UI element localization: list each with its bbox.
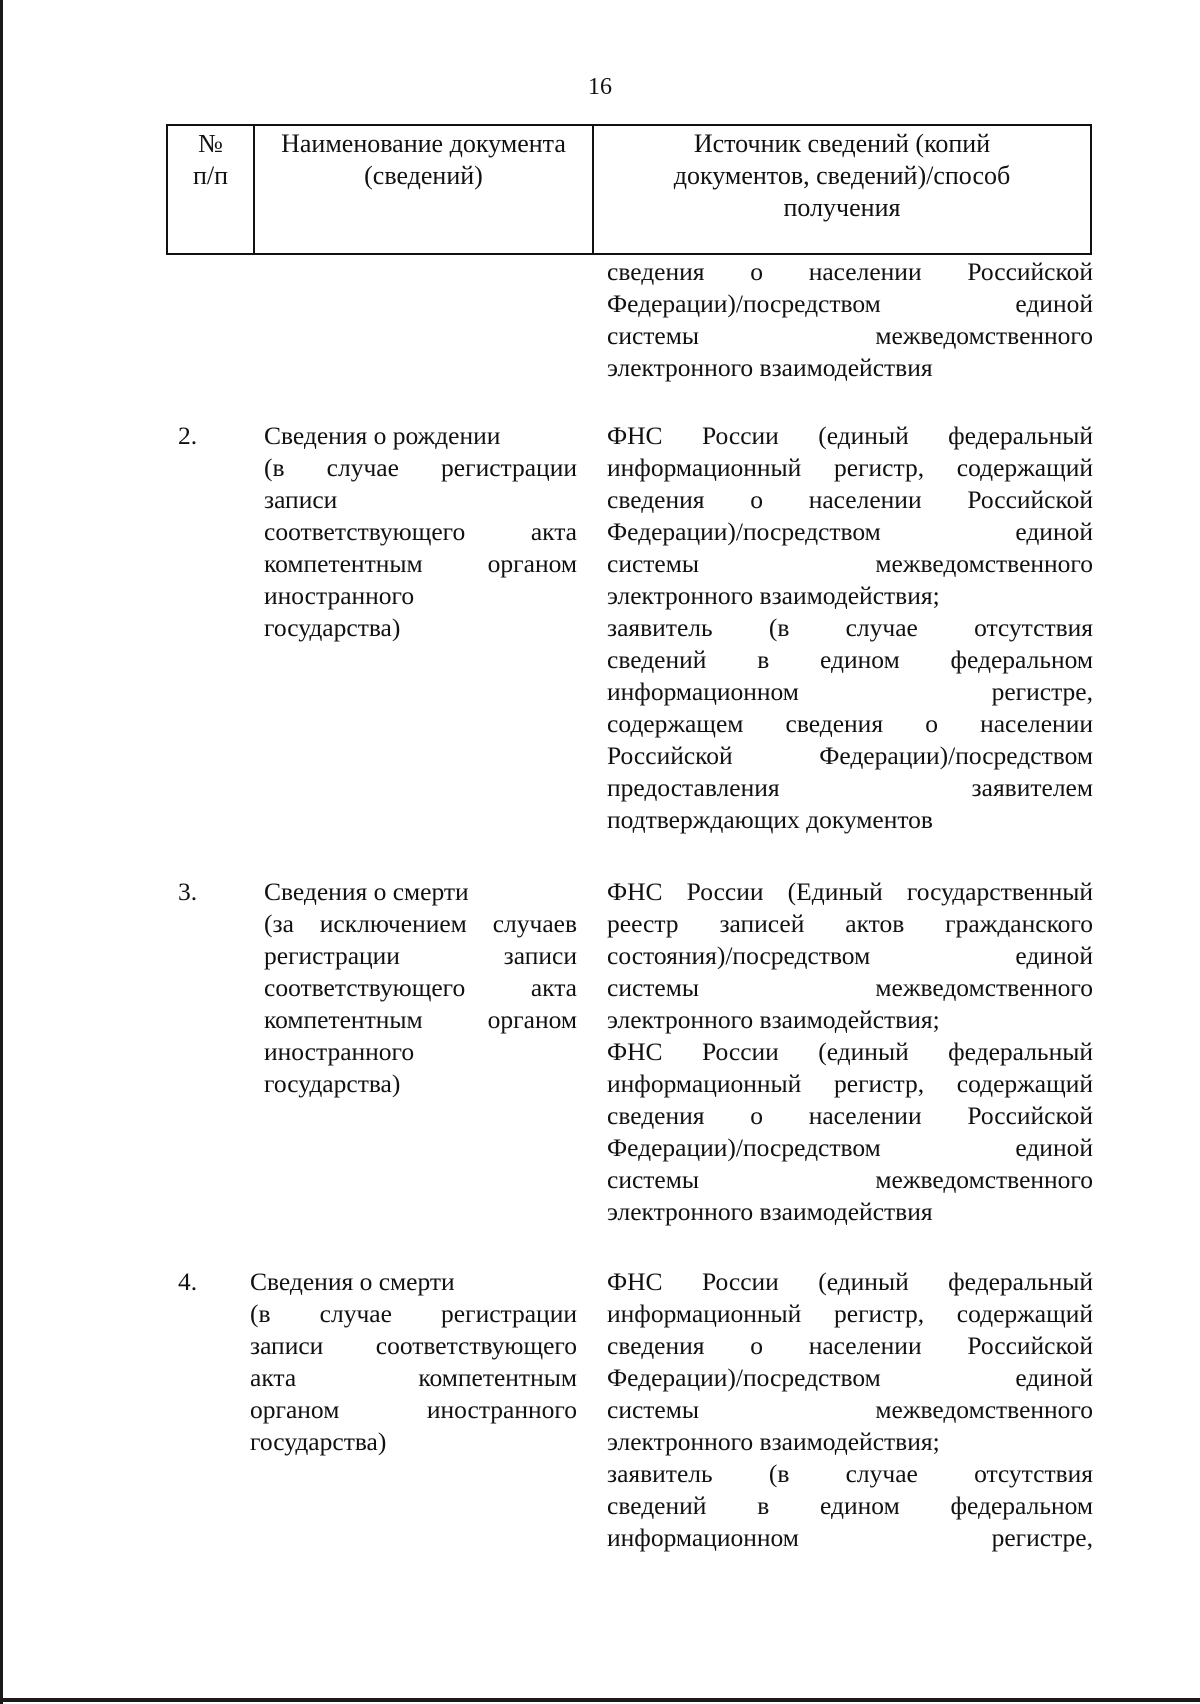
- row-source-line: информационном регистре,: [607, 677, 1093, 706]
- row-name-line: государства): [264, 613, 401, 642]
- row-source-line: сведений в едином федеральном: [607, 1491, 1093, 1520]
- row-name-line: компетентным органом: [264, 549, 577, 578]
- row-source-line: электронного взаимодействия;: [607, 581, 940, 610]
- header-name-cell: [255, 126, 594, 253]
- row-source-line: Федерации)/посредством единой: [607, 1133, 1093, 1162]
- row-source-line: информационный регистр, содержащий: [607, 1299, 1093, 1328]
- row-number: 2.: [178, 421, 198, 450]
- row-source-line: информационный регистр, содержащий: [607, 1069, 1093, 1098]
- row-name-line: соответствующего акта: [264, 517, 577, 546]
- row-source-line: сведений в едином федеральном: [607, 645, 1093, 674]
- row-source-line: системы межведомственного: [607, 549, 1093, 578]
- row-name-line: (в случае регистрации: [250, 1299, 577, 1328]
- row-name-line: (за исключением случаев: [264, 909, 577, 938]
- row-source-line: информационном регистре,: [607, 1523, 1093, 1552]
- row-name-line: государства): [250, 1427, 387, 1456]
- row-source-line: предоставления заявителем: [607, 773, 1093, 802]
- row-name-line: Сведения о смерти: [264, 877, 469, 906]
- continuation-line: сведения о населении Российской: [607, 257, 1093, 286]
- row-source-line: Российской Федерации)/посредством: [607, 741, 1093, 770]
- row-source-line: ФНС России (Единый государственный: [607, 877, 1093, 906]
- header-source-cell: [594, 126, 1090, 253]
- header-source-line: документов, сведений)/способ: [673, 161, 1011, 190]
- row-source-line: сведения о населении Российской: [607, 1331, 1093, 1360]
- row-name-line: регистрации записи: [264, 941, 577, 970]
- row-source-line: электронного взаимодействия;: [607, 1005, 940, 1034]
- row-source-line: электронного взаимодействия: [607, 1197, 933, 1226]
- header-name-line: Наименование документа: [281, 129, 566, 158]
- row-source-line: Федерации)/посредством единой: [607, 517, 1093, 546]
- row-source-line: информационный регистр, содержащий: [607, 453, 1093, 482]
- row-name-line: записи: [264, 485, 338, 514]
- row-source-line: электронного взаимодействия;: [607, 1427, 940, 1456]
- row-source-line: ФНС России (единый федеральный: [607, 1037, 1093, 1066]
- row-name-line: иностранного: [264, 1037, 415, 1066]
- continuation-line: электронного взаимодействия: [607, 353, 933, 382]
- row-name-line: акта компетентным: [250, 1363, 577, 1392]
- header-num-cell: [168, 126, 255, 253]
- row-name-line: государства): [264, 1069, 401, 1098]
- continuation-line: Федерации)/посредством единой: [607, 289, 1093, 318]
- row-name-line: компетентным органом: [264, 1005, 577, 1034]
- row-source-line: системы межведомственного: [607, 1165, 1093, 1194]
- row-source-line: сведения о населении Российской: [607, 485, 1093, 514]
- scan-bottom-edge: [0, 1698, 1200, 1702]
- table-header: [166, 124, 1092, 255]
- header-source-line: Источник сведений (копий: [693, 129, 991, 158]
- row-source-line: заявитель (в случае отсутствия: [607, 613, 1093, 642]
- row-source-line: системы межведомственного: [607, 1395, 1093, 1424]
- header-name-line: (сведений): [364, 161, 483, 190]
- row-number: 3.: [178, 877, 198, 906]
- header-source-line: получения: [783, 193, 901, 222]
- row-name-line: соответствующего акта: [264, 973, 577, 1002]
- row-name-line: Сведения о рождении: [264, 421, 501, 450]
- row-name-line: Сведения о смерти: [250, 1267, 455, 1296]
- row-name-line: записи соответствующего: [250, 1331, 577, 1360]
- row-source-line: ФНС России (единый федеральный: [607, 1267, 1093, 1296]
- row-number: 4.: [178, 1267, 198, 1296]
- row-source-line: сведения о населении Российской: [607, 1101, 1093, 1130]
- row-source-line: Федерации)/посредством единой: [607, 1363, 1093, 1392]
- row-name-line: (в случае регистрации: [264, 453, 577, 482]
- row-source-line: содержащем сведения о населении: [607, 709, 1093, 738]
- page-number: 16: [588, 74, 612, 100]
- row-source-line: системы межведомственного: [607, 973, 1093, 1002]
- row-name-line: иностранного: [264, 581, 415, 610]
- row-source-line: подтверждающих документов: [607, 805, 933, 834]
- scan-left-edge: [0, 0, 3, 1704]
- header-num-line: №: [198, 129, 223, 158]
- header-num-line: п/п: [192, 161, 229, 190]
- row-source-line: ФНС России (единый федеральный: [607, 421, 1093, 450]
- row-source-line: заявитель (в случае отсутствия: [607, 1459, 1093, 1488]
- row-source-line: состояния)/посредством единой: [607, 941, 1093, 970]
- row-name-line: органом иностранного: [250, 1395, 577, 1424]
- continuation-line: системы межведомственного: [607, 321, 1093, 350]
- row-source-line: реестр записей актов гражданского: [607, 909, 1093, 938]
